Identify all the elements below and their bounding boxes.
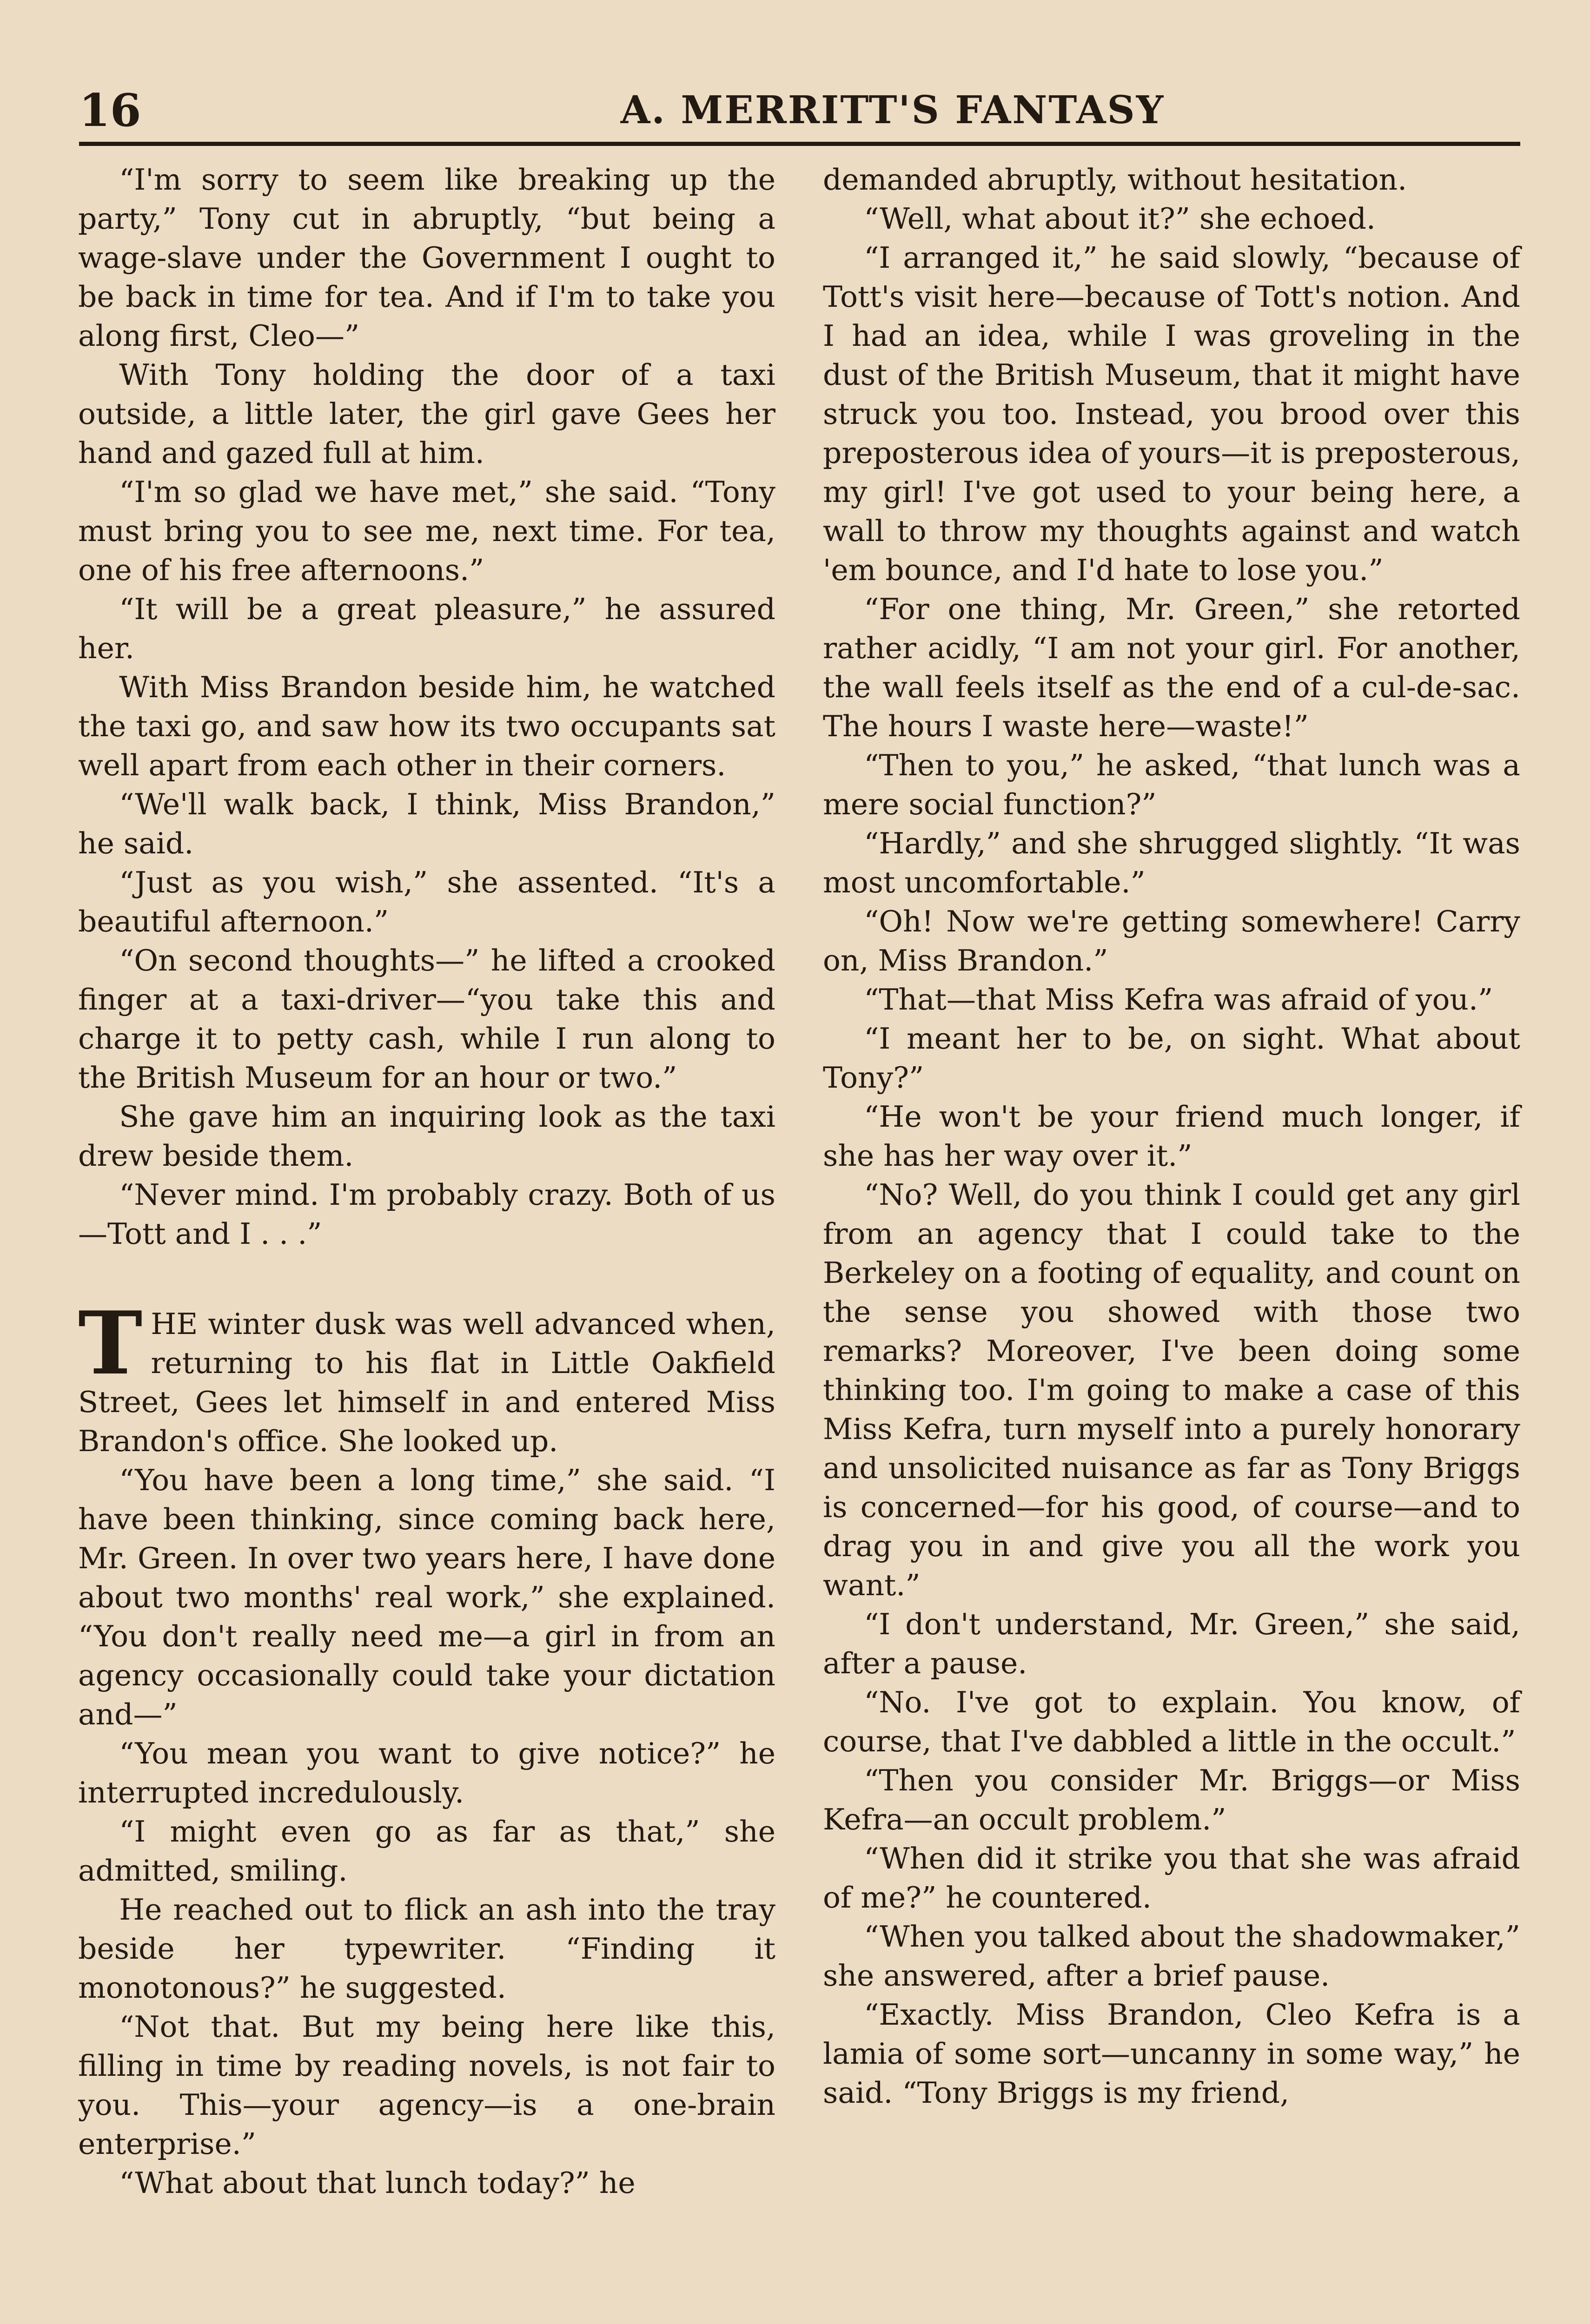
paragraph: “No. I've got to explain. You know, of course, that I've dabbled a little in the occult.”	[823, 1685, 1520, 1758]
section-opening-paragraph	[78, 1292, 775, 1461]
drop-cap: T	[78, 1292, 143, 1394]
paragraph: “We'll walk back, I think, Miss Brandon,” he said.	[78, 787, 775, 860]
paragraph: “It will be a great pleasure,” he assured her.	[78, 592, 775, 665]
paragraph: “Just as you wish,” she assented. “It's a beautiful afternoon.”	[78, 865, 775, 938]
paragraph: “I'm so glad we have met,” she said. “Tony must bring you to see me, next time. For tea, one of his free afternoons.”	[78, 475, 775, 587]
paragraph: “What about that lunch today?” he	[119, 2166, 636, 2200]
paragraph: “For one thing, Mr. Green,” she retorted rather acidly, “I am not your girl. For another, the wall feels itself as the end of a cul-de-sac. The hours I waste here—waste!”	[823, 592, 1520, 743]
right-column	[823, 160, 1520, 2113]
paragraph: “He won't be your friend much longer, if she has her way over it.”	[823, 1100, 1520, 1173]
section-break	[78, 1254, 775, 1305]
paragraph: “Oh! Now we're getting somewhere! Carry on, Miss Brandon.”	[823, 905, 1520, 977]
paragraph: “Then to you,” he asked, “that lunch was a mere social function?”	[823, 748, 1520, 821]
left-column	[78, 160, 775, 2203]
running-title: A. MERRITT'S FANTASY	[620, 88, 1165, 132]
paragraph: He reached out to flick an ash into the tray beside her typewriter. “Finding it monotonous?” he suggested.	[78, 1893, 775, 2005]
paragraph: “You have been a long time,” she said. “I have been thinking, since coming back here, Mr. Green. In over two years here, I have done about two months' real work,” she explained. “You don't really need me—a girl in from an agency occasionally could take your dictation and—”	[78, 1463, 775, 1731]
paragraph: “When did it strike you that she was afraid of me?” he countered.	[823, 1842, 1520, 1915]
paragraph: “Never mind. I'm probably crazy. Both of us—Tott and I . . .”	[78, 1178, 775, 1251]
paragraph: “When you talked about the shadowmaker,” she answered, after a brief pause.	[823, 1920, 1520, 1993]
continued-paragraph: demanded abruptly, without hesitation.	[823, 163, 1407, 197]
paragraph: “I'm sorry to seem like breaking up the party,” Tony cut in abruptly, “but being a wage-slave under the Government I ought to be back in time for tea. And if I'm to take you along first, Cleo—”	[78, 163, 775, 353]
paragraph: With Tony holding the door of a taxi outside, a little later, the girl gave Gees her hand and gazed full at him.	[78, 358, 775, 470]
paragraph: She gave him an inquiring look as the taxi drew beside them.	[78, 1100, 775, 1173]
page-header	[79, 79, 1520, 146]
paragraph: With Miss Brandon beside him, he watched the taxi go, and saw how its two occupants sat well apart from each other in their corners.	[78, 670, 775, 782]
page-number: 16	[79, 84, 141, 137]
paragraph: “I might even go as far as that,” she admitted, smiling.	[78, 1815, 775, 1888]
opening-text: HE winter dusk was well advanced when, returning to his flat in Little Oakfield Street, Gees let himself in and entered Miss Brandon's office. She looked up.	[78, 1307, 775, 1458]
paragraph: “You mean you want to give notice?” he interrupted incredulously.	[78, 1736, 775, 1809]
paragraph: “Exactly. Miss Brandon, Cleo Kefra is a lamia of some sort—uncanny in some way,” he said. “Tony Briggs is my friend,	[823, 1998, 1520, 2110]
paragraph: “Well, what about it?” she echoed.	[864, 202, 1376, 236]
paragraph: “Then you consider Mr. Briggs—or Miss Kefra—an occult problem.”	[823, 1763, 1520, 1836]
paragraph: “I meant her to be, on sight. What about Tony?”	[823, 1022, 1520, 1095]
paragraph: “I don't understand, Mr. Green,” she said, after a pause.	[823, 1607, 1520, 1680]
paragraph: “No? Well, do you think I could get any girl from an agency that I could take to the Berkeley on a footing of equality, and count on the sense you showed with those two remarks? Moreover, I've been doing some thinking too. I'm going to make a case of this Miss Kefra, turn myself into a purely honorary and unsolicited nuisance as far as Tony Briggs is concerned—for his good, of course—and to drag you in and give you all the work you want.”	[823, 1178, 1520, 1602]
paragraph: “That—that Miss Kefra was afraid of you.”	[864, 983, 1493, 1017]
paragraph: “Hardly,” and she shrugged slightly. “It was most uncomfortable.”	[823, 826, 1520, 899]
paragraph: “Not that. But my being here like this, filling in time by reading novels, is not fair to you. This—your agency—is a one-brain enterprise.”	[78, 2010, 775, 2161]
paragraph: “I arranged it,” he said slowly, “because of Tott's visit here—because of Tott's notion. And I had an idea, while I was groveling in the dust of the British Museum, that it might have struck you too. Instead, you brood over this preposterous idea of yours—it is preposterous, my girl! I've got used to your being here, a wall to throw my thoughts against and watch 'em bounce, and I'd hate to lose you.”	[823, 241, 1520, 587]
paragraph: “On second thoughts—” he lifted a crooked finger at a taxi-driver—“you take this and charge it to petty cash, while I run along to the British Museum for an hour or two.”	[78, 944, 775, 1095]
